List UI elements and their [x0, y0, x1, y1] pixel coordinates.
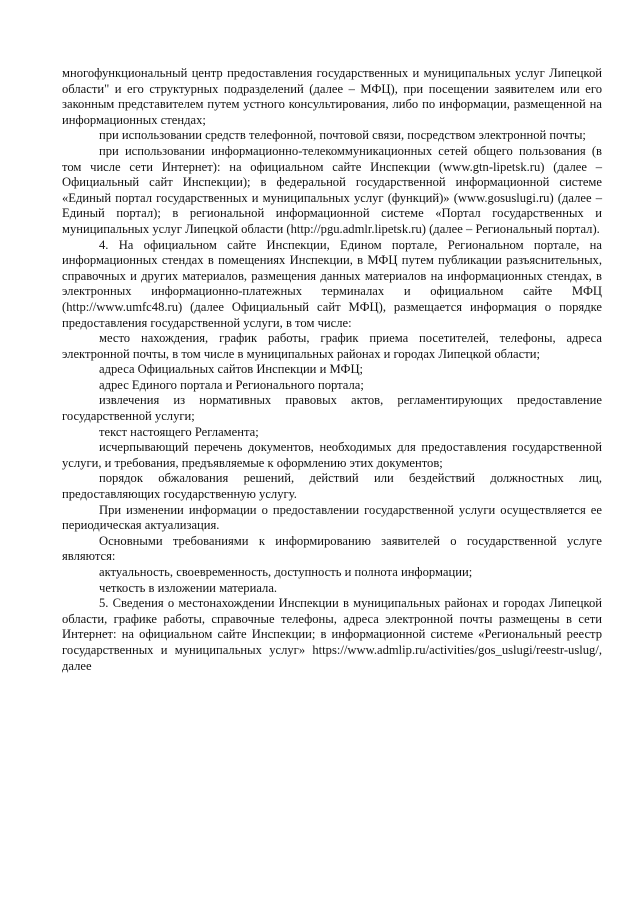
paragraph-legal-extracts: извлечения из нормативных правовых актов, регламентирующих предоставление государственной услуги;	[62, 393, 602, 424]
paragraph-portal-address: адрес Единого портала и Регионального портала;	[99, 377, 364, 392]
paragraph-requirement-relevance: актуальность, своевременность, доступность и полнота информации;	[99, 565, 473, 579]
paragraph-phone-mail: при использовании средств телефонной, почтовой связи, посредством электронной почты;	[99, 128, 586, 143]
document-page	[62, 66, 602, 674]
paragraph-regulation-text: текст настоящего Регламента;	[99, 424, 259, 439]
paragraph-requirements-intro: Основными требованиями к информированию заявителей о государственной услуге являются:	[62, 533, 602, 564]
paragraph-info-update: При изменении информации о предоставлении государственной услуги осуществляется ее периодическая актуализация.	[62, 502, 602, 533]
paragraph-location-schedule: место нахождения, график работы, график приема посетителей, телефоны, адреса электронной почты, в том числе в муниципальных районах и городах Липецкой области;	[62, 331, 602, 361]
paragraph-mfc-continuation: многофункциональный центр предоставления государственных и муниципальных услуг Липецкой области" и его структурных подразделений (далее – МФЦ), при посещении заявителем или его законным представителем путем устного консультирования, либо по информации, размещенной на информационных стендах;	[62, 66, 602, 127]
paragraph-official-sites: адреса Официальных сайтов Инспекции и МФЦ;	[99, 362, 364, 377]
paragraph-internet-networks: при использовании информационно-телекоммуникационных сетей общего пользования (в том числе сети Интернет): на официальном сайте Инспекции (www.gtn-lipetsk.ru) (далее – Официальный сайт Инспекции); в федеральной государственной информационной системе «Единый портал государственных и муниципальных услуг (функций)» (www.gosuslugi.ru) (далее – Единый портал); в региональной информационной системе «Портал государственных и муниципальных услуг Липецкой области (http://pgu.admlr.lipetsk.ru) (далее – Региональный портал).	[62, 143, 602, 236]
paragraph-requirement-clarity: четкость в изложении материала.	[99, 580, 278, 595]
paragraph-section-5: 5. Сведения о местонахождении Инспекции в муниципальных районах и городах Липецкой области, графике работы, справочные телефоны, адреса электронной почты размещены в сети Интернет: на официальном сайте Инспекции; в информационной системе «Региональный реестр государственных и муниципальных услуг» https://www.admlip.ru/activities/gos_uslugi/reestr-uslug/, далее	[62, 596, 602, 673]
paragraph-section-4: 4. На официальном сайте Инспекции, Едином портале, Региональном портале, на информационных стендах в помещениях Инспекции, в МФЦ путем публикации разъяснительных, справочных и других материалов, размещения данных материалов на информационных стендах, в электронных информационно-платежных терминалах и официальном сайте МФЦ (http://www.umfc48.ru) (далее Официальный сайт МФЦ), размещается информация о порядке предоставления государственной услуги, в том числе:	[62, 237, 602, 330]
paragraph-document-list: исчерпывающий перечень документов, необходимых для предоставления государственной услуги, и требования, предъявляемые к оформлению этих документов;	[62, 440, 602, 470]
paragraph-appeal-procedure: порядок обжалования решений, действий или бездействий должностных лиц, предоставляющих государственную услугу.	[62, 471, 602, 502]
